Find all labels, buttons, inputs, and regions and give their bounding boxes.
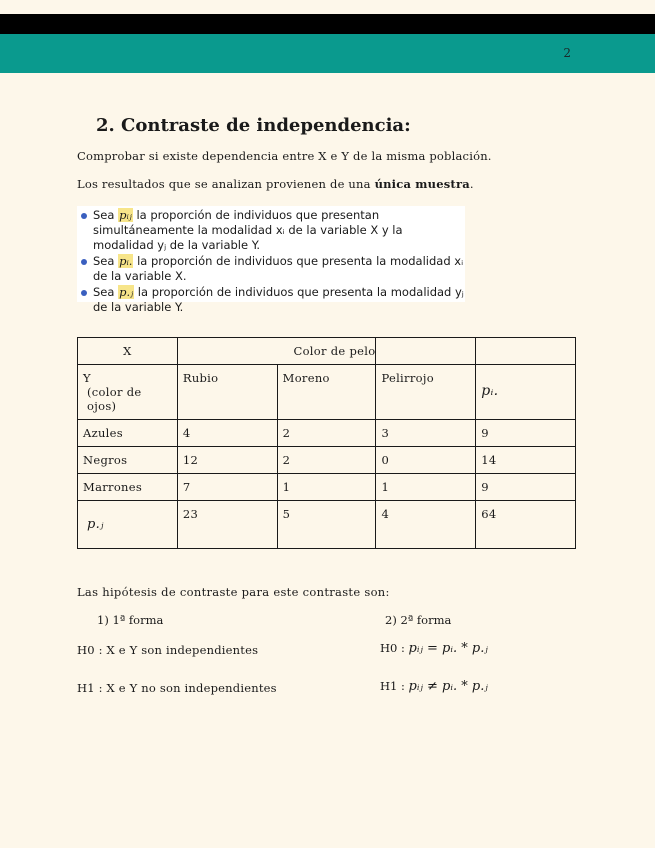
- definitions-list: [77, 208, 465, 315]
- table-cell: 1: [376, 474, 476, 501]
- h0-formula: [380, 641, 488, 656]
- results-paragraph: [77, 177, 474, 191]
- h0-formula-label: H0 :: [380, 641, 409, 655]
- definition-pre: Sea: [93, 208, 119, 222]
- row-total-symbol: pᵢ.: [481, 383, 499, 399]
- column-header: Pelirrojo: [376, 365, 476, 420]
- contingency-table: [77, 337, 576, 549]
- y-label: Y: [83, 371, 91, 385]
- page-number: 2: [563, 46, 571, 60]
- table-cell: 23: [177, 501, 277, 549]
- definition-symbol: p.ⱼ: [119, 285, 134, 299]
- section-title: 2. Contraste de independencia:: [96, 115, 411, 136]
- table-cell: 4: [177, 420, 277, 447]
- y-label-detail: (color de ojos): [87, 385, 142, 413]
- row-label: Negros: [78, 447, 178, 474]
- definition-pre: Sea: [93, 254, 119, 268]
- results-bold: única muestra: [374, 177, 470, 191]
- header-black-bar: [0, 14, 655, 34]
- hypotheses-intro: Las hipótesis de contraste para este contraste son:: [77, 585, 390, 599]
- y-label-cell: [78, 365, 178, 420]
- table-cell: 5: [277, 501, 376, 549]
- column-header: Moreno: [277, 365, 376, 420]
- table-header-row: [78, 338, 576, 365]
- table-cell: 12: [177, 447, 277, 474]
- definition-symbol: pᵢ.: [119, 254, 133, 268]
- bullet-icon: [81, 259, 87, 265]
- definition-pre: Sea: [93, 285, 119, 299]
- results-prefix: Los resultados que se analizan provienen de una: [77, 177, 375, 191]
- x-label-cell: X: [78, 338, 178, 365]
- definition-text: la proporción de individuos que presenta la modalidad yⱼ de la variable Y.: [93, 285, 464, 314]
- table-cell: 1: [277, 474, 376, 501]
- col-total-symbol: p.ⱼ: [87, 517, 104, 532]
- definitions-box: [77, 206, 465, 314]
- table-cell: 4: [376, 501, 476, 549]
- bullet-icon: [81, 290, 87, 296]
- h0-formula-expression: pᵢⱼ = pᵢ. * p.ⱼ: [408, 641, 488, 656]
- results-suffix: .: [469, 177, 474, 191]
- table-cell: 14: [476, 447, 576, 474]
- table-cell: 9: [476, 420, 576, 447]
- h1-formula-expression: pᵢⱼ ≠ pᵢ. * p.ⱼ: [408, 679, 488, 694]
- definition-item: [77, 254, 465, 284]
- table-total-row: [78, 501, 576, 549]
- table-cell: 3: [376, 420, 476, 447]
- table-cell: 0: [376, 447, 476, 474]
- h1-formula-label: H1 :: [380, 679, 409, 693]
- intro-paragraph: Comprobar si existe dependencia entre X e Y de la misma población.: [77, 149, 492, 163]
- form-one-label: 1) 1ª forma: [97, 613, 164, 627]
- group-label-cell: [177, 338, 376, 365]
- form-two-label: 2) 2ª forma: [385, 613, 452, 627]
- h1-text: H1 : X e Y no son independientes: [77, 681, 277, 695]
- definition-item: [77, 285, 465, 315]
- h0-text: H0 : X e Y son independientes: [77, 643, 259, 657]
- empty-cell: [376, 338, 476, 365]
- bullet-icon: [81, 213, 87, 219]
- header-teal-bar: [0, 34, 655, 73]
- col-total-label: [78, 501, 178, 549]
- table-cell: 2: [277, 447, 376, 474]
- table-cell: 9: [476, 474, 576, 501]
- table-column-header-row: [78, 365, 576, 420]
- table-row: [78, 420, 576, 447]
- definition-text: la proporción de individuos que presenta la modalidad xᵢ de la variable X.: [93, 254, 464, 283]
- h1-formula: [380, 679, 488, 694]
- table-cell: 2: [277, 420, 376, 447]
- table-cell: 64: [476, 501, 576, 549]
- table-cell: 7: [177, 474, 277, 501]
- row-label: Azules: [78, 420, 178, 447]
- definition-symbol: pᵢⱼ: [119, 208, 132, 222]
- column-header: Rubio: [177, 365, 277, 420]
- row-total-header: [476, 365, 576, 420]
- row-label: Marrones: [78, 474, 178, 501]
- group-label: Color de pelo: [293, 344, 376, 358]
- definition-item: [77, 208, 465, 253]
- empty-cell: [476, 338, 576, 365]
- table-row: [78, 447, 576, 474]
- table-row: [78, 474, 576, 501]
- definition-text: la proporción de individuos que presentan simultáneamente la modalidad xᵢ de la variable X y la modalidad yⱼ de la variable Y.: [93, 208, 403, 252]
